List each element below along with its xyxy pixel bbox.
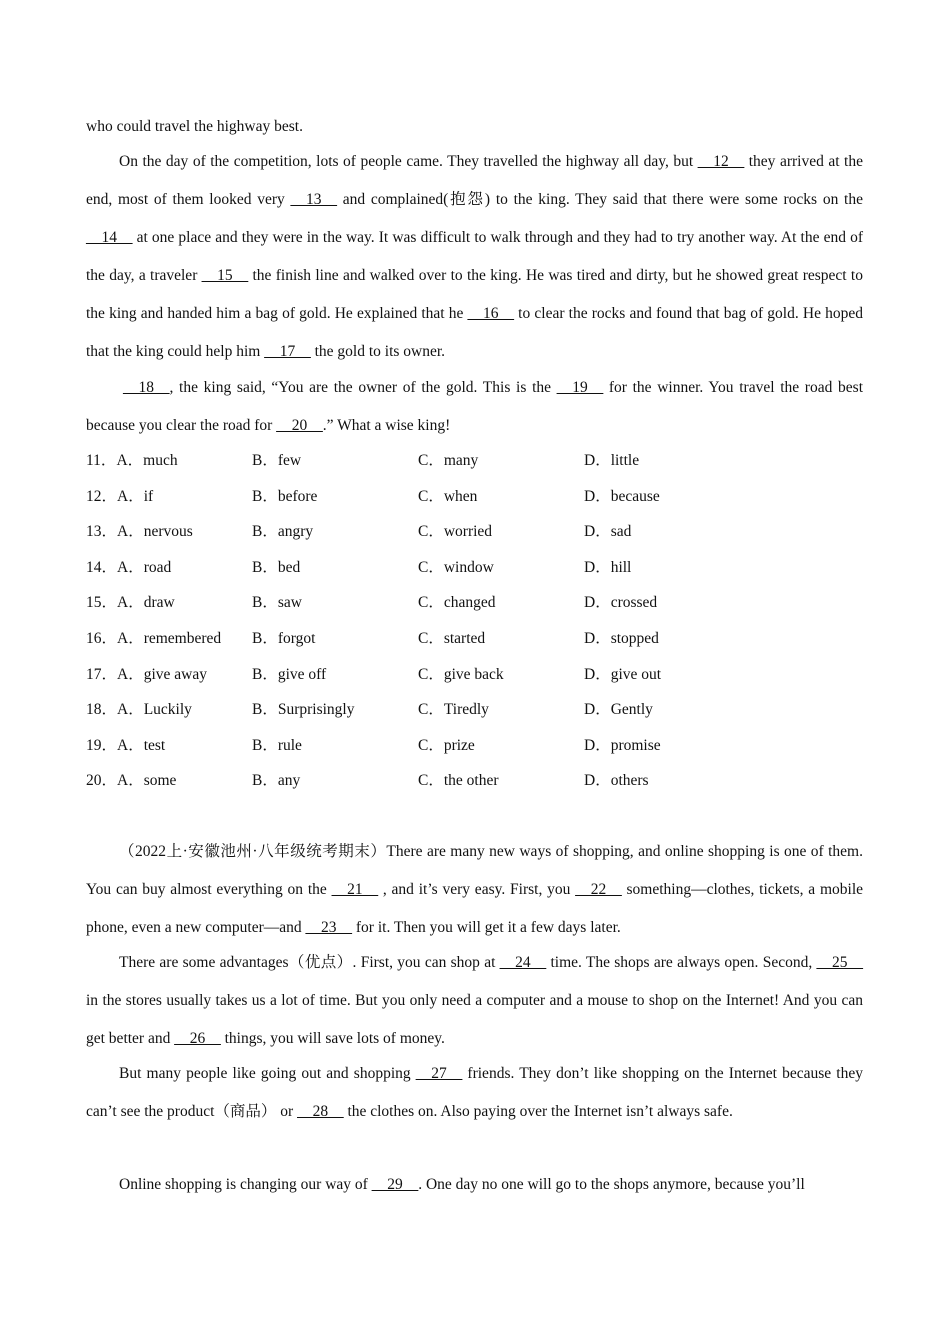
option-c[interactable]: C．started [418, 629, 486, 647]
option-d[interactable]: D．little [584, 452, 640, 469]
option-a[interactable]: A．nervous [117, 523, 193, 541]
option-b[interactable]: B．forgot [252, 629, 316, 647]
blank-21[interactable]: __21__ [331, 881, 379, 898]
option-a[interactable]: A．road [117, 558, 172, 576]
option-d[interactable]: D．others [584, 772, 649, 790]
option-b[interactable]: B．angry [252, 523, 314, 541]
passage2-paragraph-3: But many people like going out and shopping __27__ friends. They don’t like shopping on the Internet because they can’t see the product（商品） or __28__ the clothes on. Also paying over the Internet isn’t always safe. [86, 1065, 863, 1120]
option-b[interactable]: B．any [252, 772, 301, 790]
option-d[interactable]: D．give out [584, 665, 662, 683]
question-number: 12． [86, 487, 118, 505]
blank-19[interactable]: __19__ [556, 379, 604, 396]
option-d[interactable]: D．crossed [584, 594, 658, 612]
blank-29[interactable]: __29__ [371, 1176, 419, 1193]
question-row [86, 585, 863, 621]
passage2-paragraph-1: （2022上·安徽池州·八年级统考期末）There are many new ways of shopping, and online shopping is one of them. You can buy almost everything on the __21__ , and it’s very easy. First, you __22__ something—clothes, tickets, a mobile phone, even a new computer—and __23__ for it. Then you will get it a few days later. [86, 843, 864, 936]
option-d[interactable]: D．hill [584, 558, 632, 576]
option-c[interactable]: C．worried [418, 523, 493, 541]
question-number: 14． [86, 558, 118, 576]
option-b[interactable]: B．few [252, 452, 302, 469]
option-c[interactable]: C．when [418, 487, 478, 505]
option-d[interactable]: D．sad [584, 523, 632, 541]
option-d[interactable]: D．stopped [584, 629, 659, 647]
option-b[interactable]: B．before [252, 487, 318, 505]
passage1-paragraph-1: On the day of the competition, lots of people came. They travelled the highway all day, but __12__ they arrived at the end, most of them looked very __13__ and complained(抱怨) to the king. They said that there were some rocks on the __14__ at one place and they were in the way. It was difficult to walk through and they had to try another way. At the end of the day, a traveler __15__ the finish line and walked over to the king. He was tired and dirty, but he showed great respect to the king and handed him a bag of gold. He explained that he __16__ to clear the rocks and found that bag of gold. He hoped that the king could help him __17__ the gold to its owner. [86, 153, 863, 360]
blank-23[interactable]: __23__ [305, 919, 353, 936]
question-number: 13． [86, 523, 118, 541]
blank-15[interactable]: __15__ [201, 267, 249, 284]
passage2-paragraph-2: There are some advantages（优点）. First, you can shop at __24__ time. The shops are always open. Second, __25__ in the stores usually takes us a lot of time. But you only need a computer and a mouse to shop on the Internet! And you can get better and __26__ things, you will save lots of money. [86, 954, 863, 1047]
passage1-paragraph-2: __18__, the king said, “You are the owner of the gold. This is the __19__ for the winner. You travel the road best because you clear the road for __20__.” What a wise king! [86, 379, 863, 434]
question-row [86, 443, 863, 479]
option-a[interactable]: A．much [116, 452, 178, 469]
blank-17[interactable]: __17__ [264, 343, 311, 360]
option-b[interactable]: B．rule [252, 736, 302, 754]
passage2-paragraph-4: Online shopping is changing our way of __29__. One day no one will go to the shops anymore, because you’ll [119, 1176, 805, 1193]
question-number: 19． [86, 736, 118, 754]
question-row [86, 728, 863, 764]
question-row [86, 621, 863, 657]
option-b[interactable]: B．Surprisingly [252, 701, 355, 719]
blank-22[interactable]: __22__ [575, 881, 622, 898]
question-number: 16． [86, 629, 118, 647]
option-c[interactable]: C．the other [418, 772, 499, 790]
blank-25[interactable]: __25__ [816, 954, 863, 971]
blank-27[interactable]: __27__ [415, 1065, 463, 1082]
option-b[interactable]: B．saw [252, 594, 302, 612]
option-c[interactable]: C．changed [418, 594, 496, 612]
question-number: 15． [86, 594, 118, 612]
option-c[interactable]: C．prize [418, 736, 475, 754]
options-list [86, 443, 863, 799]
option-a[interactable]: A．if [117, 487, 154, 505]
question-row [86, 514, 863, 550]
option-a[interactable]: A．Luckily [117, 701, 192, 719]
option-c[interactable]: C．Tiredly [418, 701, 489, 719]
blank-16[interactable]: __16__ [467, 305, 515, 322]
blank-12[interactable]: __12__ [697, 153, 745, 170]
passage1-intro-line [86, 108, 863, 146]
option-c[interactable]: C．many [418, 452, 479, 469]
option-c[interactable]: C．give back [418, 665, 504, 683]
blank-18[interactable]: __18__ [123, 379, 170, 396]
question-row [86, 692, 863, 728]
question-number: 11． [86, 452, 117, 469]
question-number: 17． [86, 665, 118, 683]
option-a[interactable]: A．some [117, 772, 177, 790]
question-number: 18． [86, 701, 118, 719]
question-row [86, 763, 863, 799]
blank-26[interactable]: __26__ [174, 1030, 221, 1047]
option-d[interactable]: D．because [584, 487, 660, 505]
option-a[interactable]: A．remembered [117, 629, 222, 647]
option-d[interactable]: D．Gently [584, 701, 653, 719]
option-b[interactable]: B．bed [252, 558, 301, 576]
option-a[interactable]: A．draw [117, 594, 175, 612]
blank-24[interactable]: __24__ [499, 954, 547, 971]
blank-14[interactable]: __14__ [86, 229, 133, 246]
option-a[interactable]: A．test [117, 736, 166, 754]
question-number: 20． [86, 772, 118, 790]
text: who could travel the highway best. [86, 118, 303, 135]
blank-13[interactable]: __13__ [290, 191, 337, 208]
question-row [86, 479, 863, 515]
option-a[interactable]: A．give away [117, 665, 207, 683]
question-row [86, 657, 863, 693]
blank-28[interactable]: __28__ [297, 1103, 344, 1120]
blank-20[interactable]: __20__ [276, 417, 323, 434]
option-c[interactable]: C．window [418, 558, 494, 576]
option-b[interactable]: B．give off [252, 665, 327, 683]
question-row [86, 550, 863, 586]
option-d[interactable]: D．promise [584, 736, 661, 754]
